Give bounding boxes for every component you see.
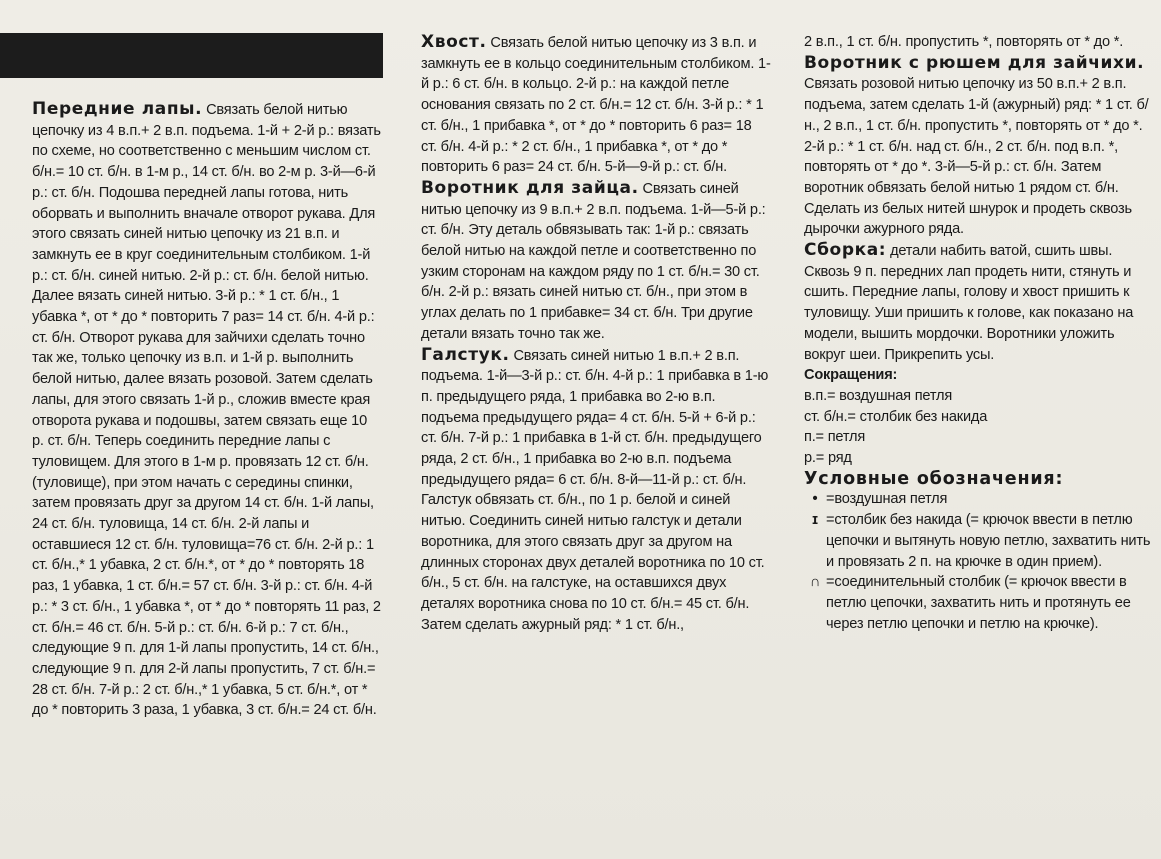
abbreviations-heading: Сокращения: — [804, 367, 898, 384]
collar-ruffle-text: Связать розовой нитью цепочку из 50 в.п.+ 2 в.п. подъема, затем сделать 1-й (ажурный) ряд: * 1 ст. б/н., 2 в.п., 1 ст. б/н. пропустить *, повторять от * до *. 2-й р.: * 1 ст. б/н. над ст. б/н., 2 ст. б/н. под в.п. *, повторять от * до *. 3-й—5-й р.: ст. б/н. Затем воротник обвязать белой нитью 1 рядом ст. б/н. Сделать из белых нитей шнурок и продеть сквозь дырочки ажурного ряда. — [804, 76, 1149, 238]
collar-ruffle-section — [804, 53, 1158, 240]
tail-heading: Хвост. — [421, 32, 487, 52]
tail-text: Связать белой нитью цепочку из 3 в.п. и замкнуть ее в кольцо соединительным столбиком. 1-й р.: 6 ст. б/н. в кольцо. 2-й р.: на каждой петле основания связать по 2 ст. б/н.= 12 ст. б/н. 3-й р.: * 1 ст. б/н., 1 прибавка *, от * до * повторить 6 раз= 18 ст. б/н. 4-й р.: * 2 ст. б/н., 1 прибавка *, от * до * повторить 6 раз= 24 ст. б/н. 5-й—9-й р.: ст. б/н. — [421, 35, 771, 176]
continued-text: 2 в.п., 1 ст. б/н. пропустить *, повторять от * до *. — [804, 34, 1124, 50]
abbreviation-item: в.п.= воздушная петля — [804, 387, 953, 404]
legend-item — [804, 489, 1158, 510]
column-2 — [421, 32, 771, 635]
assembly-section — [804, 240, 1158, 365]
abbreviation-item: р.= ряд — [804, 450, 852, 467]
legend-text: =столбик без накида (= крючок ввести в петлю цепочки и вытянуть новую петлю, захватить нить и провязать 2 п. на крючке в один прием). — [826, 512, 1151, 570]
collar-hare-text: Связать синей нитью цепочку из 9 в.п.+ 2 в.п. подъема. 1-й—5-й р.: ст. б/н. Эту деталь обвязывать так: 1-й р.: связать белой нитью на каждой петле и соответственно по узким сторонам на каждом ряду по 1 ст. б/н.= 30 ст. б/н. 2-й р.: вязать синей нитью ст. б/н., при этом в углах делать по 1 прибавке= 34 ст. б/н. Три другие детали вязать точно так же. — [421, 180, 766, 342]
legend-heading: Условные обозначения: — [804, 468, 1064, 489]
column-3 — [804, 32, 1158, 634]
abbreviation-item: п.= петля — [804, 429, 866, 446]
tail-section — [421, 32, 771, 178]
slip-stitch-icon: ∩ — [809, 574, 821, 591]
chain-stitch-icon: • — [812, 491, 818, 508]
collar-hare-section — [421, 178, 771, 345]
front-paws-heading: Передние лапы. — [32, 99, 203, 119]
assembly-text: детали набить ватой, сшить швы. Сквозь 9 п. передних лап продеть нити, стянуть и сшить. Передние лапы, голову и хвост пришить к туловищу. Уши пришить к голове, как показано на модели, вышить мордочки. Воротники уложить вокруг шеи. Прикрепить усы. — [804, 243, 1134, 363]
front-paws-text: Связать белой нитью цепочку из 4 в.п.+ 2 в.п. подъема. 1-й + 2-й р.: вязать по схеме, но соответственно с меньшим числом ст. б/н.= 10 ст. б/н. в 1-м р., 14 ст. б/н. во 2-м р. 3-й—6-й р.: ст. б/н. Подошва передней лапы готова, нить оборвать и выполнить вначале отворот рукава. Для этого связать синей нитью цепочку из 21 в.п. и замкнуть ее в круг соединительным столбиком. 1-й р.: ст. б/н. синей нитью. 2-й р.: ст. б/н. белой нитью. Далее вязать синей нитью. 3-й р.: * 1 ст. б/н., 1 убавка *, от * до * повторить 7 раз= 14 ст. б/н. 4-й р.: ст. б/н. Отворот рукава для зайчихи сделать точно так же, только цепочку из в.п. и 1-й р. выполнить белой нитью, далее вязать розовой. Затем сделать лапы, для этого связать 1-й р., сложив вместе края отворота рукава и подошвы, затем связать еще 10 р. ст. б/н. Теперь соединить передние лапы с туловищем. Для этого в 1-м р. провязать 12 ст. б/н. (туловище), при этом начать с середины спинки, затем провязать друг за другом 14 ст. б/н. 1-й лапы, 24 ст. б/н. туловища, 14 ст. б/н. 2-й лапы и оставшиеся 12 ст. б/н. туловища=76 ст. б/н. 2-й р.: 1 ст. б/н.,* 1 убавка, 2 ст. б/н.*, от * до * повторять 18 раз, 1 убавка, 1 ст. б/н.= 57 ст. б/н. 3-й р.: ст. б/н. 4-й р.: * 3 ст. б/н., 1 убавка *, от * до * повторять 11 раз, 2 ст. б/н.= 46 ст. б/н. 5-й р.: ст. б/н. 6-й р.: 7 ст. б/н., следующие 9 п. для 1-й лапы пропустить, 14 ст. б/н., следующие 9 п. для 2-й лапы пропустить, 7 ст. б/н.= 28 ст. б/н. 7-й р.: 2 ст. б/н.,* 1 убавка, 5 ст. б/н.*, от * до * повторить 3 раза, 1 убавка, 3 ст. б/н.= 24 ст. б/н. — [32, 102, 381, 719]
tie-section — [421, 345, 771, 636]
assembly-heading: Сборка: — [804, 240, 887, 261]
legend-item — [804, 510, 1158, 572]
header-black-bar — [0, 33, 383, 78]
collar-ruffle-heading: Воротник с рюшем для зайчихи. — [804, 52, 1145, 73]
abbreviation-item: ст. б/н.= столбик без накида — [804, 408, 988, 425]
legend-item — [804, 572, 1158, 634]
collar-hare-heading: Воротник для зайца. — [421, 177, 639, 198]
legend-text: =воздушная петля — [826, 491, 948, 508]
tie-heading: Галстук. — [421, 344, 510, 365]
front-paws-section — [32, 99, 382, 721]
single-crochet-icon: ɪ — [812, 512, 818, 529]
column-1 — [32, 99, 382, 721]
tie-text: Связать синей нитью 1 в.п.+ 2 в.п. подъема. 1-й—3-й р.: ст. б/н. 4-й р.: 1 прибавка в 1-ю п. предыдущего ряда, 1 прибавка во 2-ю в.п. подъема предыдущего ряда= 4 ст. б/н. 5-й + 6-й р.: ст. б/н. 7-й р.: 1 прибавка в 1-й ст. б/н. предыдущего ряда, 2 ст. б/н., 1 прибавка во 2-ю в.п. подъема предыдущего ряда= 6 ст. б/н. 8-й—11-й р.: ст. б/н. Галстук обвязать ст. б/н., по 1 р. белой и синей нитью. Соединить синей нитью галстук и детали воротника, для этого связать друг за другом на длинных сторонах двух деталей воротника по 10 ст. б/н., 5 ст. б/н. на галстуке, на оставшихся двух деталях воротника снова по 10 ст. б/н.= 45 ст. б/н. Затем сделать ажурный ряд: * 1 ст. б/н., — [421, 347, 769, 633]
legend-text: =соединительный столбик (= крючок ввести в петлю цепочки, захватить нить и протянуть ее через петлю цепочки и петлю на крючке). — [826, 574, 1131, 632]
